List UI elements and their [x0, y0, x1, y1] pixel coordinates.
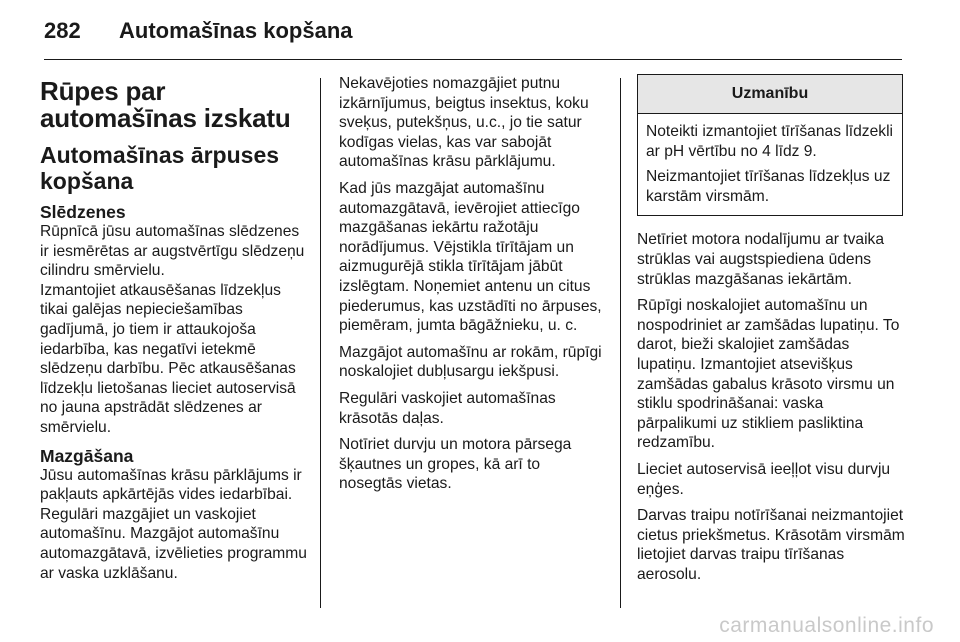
- body-paragraph-2: Kad jūs mazgājat automašīnu automazgātavā, ievērojiet attiecīgo mazgāšanas iekārtu ražotāju norādījumus. Vējstikla tīrītājam un aizmugurējā stikla tīrītājam jābūt izslēgtam. Noņemiet antenu un citus piederumus, kas uzstādīti no ārpuses, piemēram, jumta bāgāžnieku, u. c.: [339, 179, 602, 335]
- chapter-title: Automašīnas kopšana: [119, 18, 353, 43]
- locks-paragraph-1: Rūpnīcā jūsu automašīnas slēdzenes ir iesmērētas ar augstvērtīgu slēdzeņu cilindru smērvielu.: [40, 223, 305, 280]
- caution-box: [637, 74, 903, 216]
- locks-paragraph-2: Izmantojiet atkausēšanas līdzekļus tikai galējas nepieciešamības gadījumā, jo tiem ir attaukojoša iedarbība, kas negatīvi ietekmē slēdzeņu darbību. Pēc atkausēšanas līdzekļu lietošanas lieciet autoservisā no jauna apstrādāt slēdzenes ar smērvielu.: [40, 281, 296, 436]
- body-paragraph-4: Darvas traipu notīrīšanai neizmantojiet cietus priekšmetus. Krāsotām virsmām lietojiet darvas traipu tīrīšanas aerosolu.: [637, 507, 905, 583]
- column-divider-2: [620, 78, 621, 608]
- watermark: carmanualsonline.info: [719, 614, 934, 637]
- column-right: [637, 74, 905, 591]
- section-heading: Rūpes par automašīnas izskatu: [40, 76, 291, 133]
- body-paragraph-3: Lieciet autoservisā ieeļļot visu durvju eņģes.: [637, 460, 891, 498]
- column-middle: [339, 74, 607, 501]
- body-paragraph-1: Netīriet motora nodalījumu ar tvaika strūklas vai augstspiediena ūdens strūklas mazgāšanas iekārtām.: [637, 231, 885, 288]
- locks-heading: Slēdzenes: [40, 202, 126, 222]
- caution-paragraph-1: Noteikti izmantojiet tīrīšanas līdzekli ar pH vērtību no 4 līdz 9.: [646, 123, 893, 160]
- body-paragraph-4: Regulāri vaskojiet automašīnas krāsotās daļas.: [339, 389, 556, 427]
- column-divider-1: [320, 78, 321, 608]
- body-paragraph-3: Mazgājot automašīnu ar rokām, rūpīgi noskalojiet dubļusargu iekšpusi.: [339, 343, 602, 381]
- body-paragraph-1: Nekavējoties nomazgājiet putnu izkārnījumus, beigtus insektus, koku sveķus, putekšņus, u.c., jo tie satur kodīgas vielas, kas var sabojāt automašīnas krāsu pārklājumu.: [339, 75, 589, 171]
- washing-paragraph-1: Jūsu automašīnas krāsu pārklājums ir pakļauts apkārtējās vides iedarbībai. Regulāri mazgājiet un vaskojiet automašīnu. Mazgājot automašīnu automazgātavā, izvēlieties programmu ar vaska uzklāšanu.: [40, 466, 307, 582]
- header-rule: [44, 59, 902, 60]
- body-paragraph-2: Rūpīgi noskalojiet automašīnu un nospodriniet ar zamšādas lupatiņu. To darot, bieži skalojiet zamšādas lupatiņu. Izmantojiet atsevišķus zamšādas gabalus krāsoto virsmu un stiklu spodrināšanai: vaska pārpalikumi uz stikliem pasliktina redzamību.: [637, 297, 900, 452]
- body-paragraph-5: Notīriet durvju un motora pārsega šķautnes un gropes, kā arī to nosegtās vietas.: [339, 436, 572, 493]
- caution-title: Uzmanību: [638, 75, 902, 114]
- washing-heading: Mazgāšana: [40, 445, 134, 466]
- caution-body: [638, 114, 902, 215]
- page-number: 282: [44, 18, 81, 43]
- page-header: [44, 14, 904, 54]
- caution-paragraph-2: Neizmantojiet tīrīšanas līdzekļus uz karstām virsmām.: [646, 168, 891, 205]
- subsection-heading: Automašīnas ārpuses kopšana: [40, 142, 280, 194]
- column-left: [40, 74, 310, 590]
